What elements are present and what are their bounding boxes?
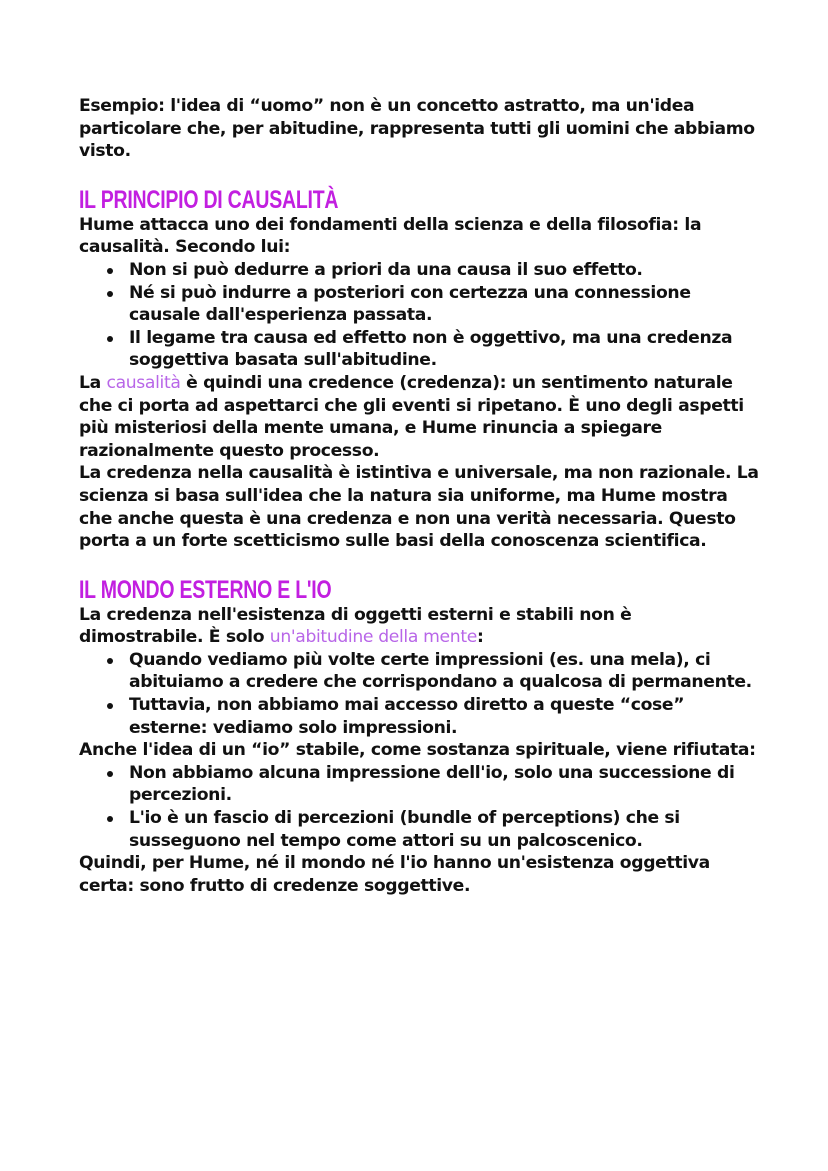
list-item: Tuttavia, non abbiamo mai accesso diretto a queste “cose” esterne: vediamo solo impressioni. bbox=[129, 694, 759, 739]
highlighted-term: causalità bbox=[106, 372, 181, 393]
world-self-conclusion: Quindi, per Hume, né il mondo né l'io hanno un'esistenza oggettiva certa: sono frutto di credenze soggettive. bbox=[79, 853, 710, 896]
section-world-self bbox=[79, 576, 759, 898]
causality-paragraph-2: La credenza nella causalità è istintiva e universale, ma non razionale. La scienza si basa sull'idea che la natura sia uniforme, ma Hume mostra che anche questa è una credenza e non una verità necessaria. Questo porta a un forte scetticismo sulle basi della conoscenza scientifica. bbox=[79, 463, 759, 552]
world-lead bbox=[79, 604, 759, 649]
intro-paragraph: Esempio: l'idea di “uomo” non è un concetto astratto, ma un'idea particolare che, per abitudine, rappresenta tutti gli uomini che abbiamo visto. bbox=[79, 96, 755, 162]
self-bullet-list bbox=[79, 762, 759, 852]
list-item: Quando vediamo più volte certe impressioni (es. una mela), ci abituiamo a credere che corrispondano a qualcosa di permanente. bbox=[129, 649, 759, 694]
text-run: La bbox=[79, 372, 107, 393]
list-item: Né si può indurre a posteriori con certezza una connessione causale dall'esperienza passata. bbox=[129, 282, 759, 327]
causality-conclusion bbox=[79, 372, 759, 462]
list-item: Il legame tra causa ed effetto non è oggettivo, ma una credenza soggettiva basata sull'abitudine. bbox=[129, 327, 759, 372]
causality-bullet-list bbox=[79, 259, 759, 372]
section-causality bbox=[79, 186, 759, 553]
causality-lead: Hume attacca uno dei fondamenti della scienza e della filosofia: la causalità. Secondo lui: bbox=[79, 214, 702, 258]
list-item: Non abbiamo alcuna impressione dell'io, solo una successione di percezioni. bbox=[129, 762, 759, 807]
text-run: La credenza nell'esistenza di oggetti esterni e stabili non è dimostrabile. È solo bbox=[79, 604, 632, 648]
text-run: : bbox=[476, 627, 484, 648]
world-bullet-list bbox=[79, 649, 759, 739]
self-lead: Anche l'idea di un “io” stabile, come sostanza spirituale, viene rifiutata: bbox=[79, 740, 756, 761]
highlighted-term: un'abitudine della mente bbox=[269, 627, 477, 648]
document-page bbox=[79, 95, 759, 897]
list-item: L'io è un fascio di percezioni (bundle of perceptions) che si susseguono nel tempo come attori su un palcoscenico. bbox=[129, 807, 759, 852]
section-heading-causality: IL PRINCIPIO DI CAUSALITÀ bbox=[79, 185, 339, 214]
text-run: è quindi una credence (credenza): un sentimento naturale che ci porta ad aspettarci che gli eventi si ripetano. È uno degli aspetti più misteriosi della mente umana, e Hume rinuncia a spiegare razionalmente questo processo. bbox=[79, 372, 744, 461]
section-heading-world-self: IL MONDO ESTERNO E L'IO bbox=[79, 575, 332, 604]
list-item: Non si può dedurre a priori da una causa il suo effetto. bbox=[129, 259, 759, 282]
